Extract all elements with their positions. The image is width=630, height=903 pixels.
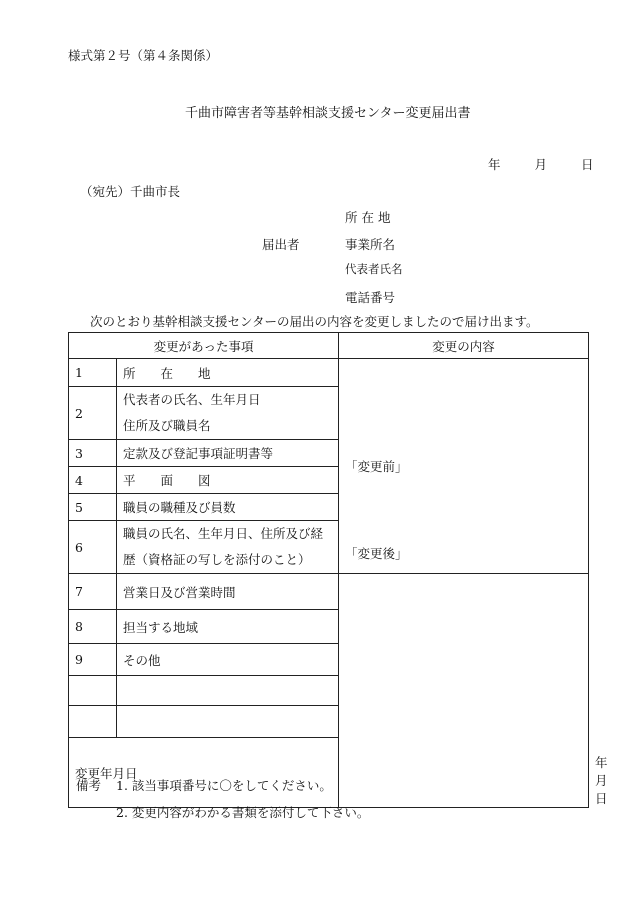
change-table [68,332,608,808]
header-items: 変更があった事項 [69,333,339,359]
row-item-line: 歴（資格証の写しを添付のこと） [123,552,311,567]
before-content[interactable] [339,359,589,574]
row-item-blank[interactable] [117,706,339,738]
row-item-line: 職員の氏名、生年月日、住所及び経 [123,526,324,541]
row-number-blank[interactable] [69,676,117,706]
row-number: 8 [69,610,117,644]
row-number: 7 [69,574,117,610]
notes-label: 備考 [76,778,102,793]
row-number: 6 [69,521,117,574]
addressee: （宛先）千曲市長 [80,184,181,199]
header-content: 変更の内容 [339,333,589,359]
note-item-2: 2. 変更内容がわかる書類を添付して下さい。 [116,805,370,820]
document-title: 千曲市障害者等基幹相談支援センター変更届出書 [185,106,471,121]
address-label: 所 在 地 [345,210,391,225]
row-item: 職員の職種及び員数 [117,494,339,521]
after-content[interactable] [339,546,589,808]
change-date-year: 年 [595,755,608,770]
row-item-line: 住所及び職員名 [123,418,211,433]
row-item: 平 面 図 [117,467,339,494]
row-item [117,521,339,574]
change-date-month: 月 [595,773,608,788]
row-item: 営業日及び営業時間 [117,574,339,610]
row-number: 2 [69,387,117,440]
row-item: その他 [117,644,339,676]
change-date-day: 日 [595,791,608,806]
row-number: 4 [69,467,117,494]
table-row [69,574,589,610]
row-number: 5 [69,494,117,521]
before-label: 「変更前」 [345,459,408,474]
row-item: 担当する地域 [117,610,339,644]
form-number: 様式第２号（第４条関係） [68,48,219,63]
note-item-1: 1. 該当事項番号に〇をしてください。 [116,778,332,793]
row-number-blank[interactable] [69,706,117,738]
row-item [117,387,339,440]
representative-label: 代表者氏名 [345,262,403,276]
row-number: 1 [69,359,117,387]
date-year: 年 [488,157,501,172]
date-day: 日 [580,157,594,172]
phone-label: 電話番号 [345,290,396,305]
applicant-label: 届出者 [262,237,300,252]
row-item-line: 代表者の氏名、生年月日 [123,392,261,407]
row-number: 9 [69,644,117,676]
office-name-label: 事業所名 [345,237,396,252]
date-month: 月 [534,157,547,172]
row-item: 所 在 地 [117,359,339,387]
row-number: 3 [69,440,117,467]
change-date-label: 変更年月日 [69,738,339,808]
after-label: 「変更後」 [345,546,408,561]
row-item: 定款及び登記事項証明書等 [117,440,339,467]
table-row [69,359,589,387]
date-line [488,155,593,173]
statement: 次のとおり基幹相談支援センターの届出の内容を変更しましたので届け出ます。 [90,314,539,329]
row-item-blank[interactable] [117,676,339,706]
